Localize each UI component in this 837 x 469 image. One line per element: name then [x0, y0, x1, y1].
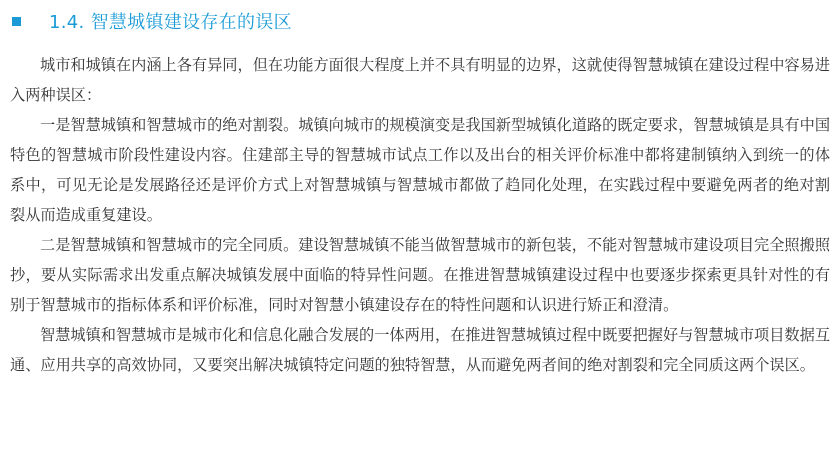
- paragraph-fallacy-two-text: 二是智慧城镇和智慧城市的完全同质。建设智慧城镇不能当做智慧城市的新包装，不能对智慧城市建设项目完全照搬照抄，要从实际需求出发重点解决城镇发展中面临的特异性问题。在推进智慧城镇建设过程中也要逐步探索更具针对性的有别于智慧城市的指标体系和评价标准，同时对智慧小镇建设存在的特性问题和认识进行矫正和澄清。: [10, 236, 830, 314]
- section-heading: [12, 6, 292, 36]
- paragraph-conclusion: [10, 320, 830, 380]
- paragraph-intro-text: 城市和城镇在内涵上各有异同，但在功能方面很大程度上并不具有明显的边界，这就使得智慧城镇在建设过程中容易进入两种误区：: [10, 56, 830, 104]
- paragraph-intro: [10, 50, 830, 110]
- paragraph-fallacy-one: [10, 110, 830, 230]
- square-bullet-icon: [12, 17, 21, 26]
- paragraph-fallacy-one-text: 一是智慧城镇和智慧城市的绝对割裂。城镇向城市的规模演变是我国新型城镇化道路的既定要求，智慧城镇是具有中国特色的智慧城市阶段性建设内容。住建部主导的智慧城市试点工作以及出台的相关评价标准中都将建制镇纳入到统一的体系中，可见无论是发展路径还是评价方式上对智慧城镇与智慧城市都做了趋同化处理，在实践过程中要避免两者的绝对割裂从而造成重复建设。: [10, 116, 830, 224]
- section-title: 1.4. 智慧城镇建设存在的误区: [49, 12, 292, 33]
- document-body: [10, 50, 830, 380]
- paragraph-conclusion-text: 智慧城镇和智慧城市是城市化和信息化融合发展的一体两用，在推进智慧城镇过程中既要把握好与智慧城市项目数据互通、应用共享的高效协同，又要突出解决城镇特定问题的独特智慧，从而避免两者间的绝对割裂和完全同质这两个误区。: [10, 326, 830, 374]
- paragraph-fallacy-two: [10, 230, 830, 320]
